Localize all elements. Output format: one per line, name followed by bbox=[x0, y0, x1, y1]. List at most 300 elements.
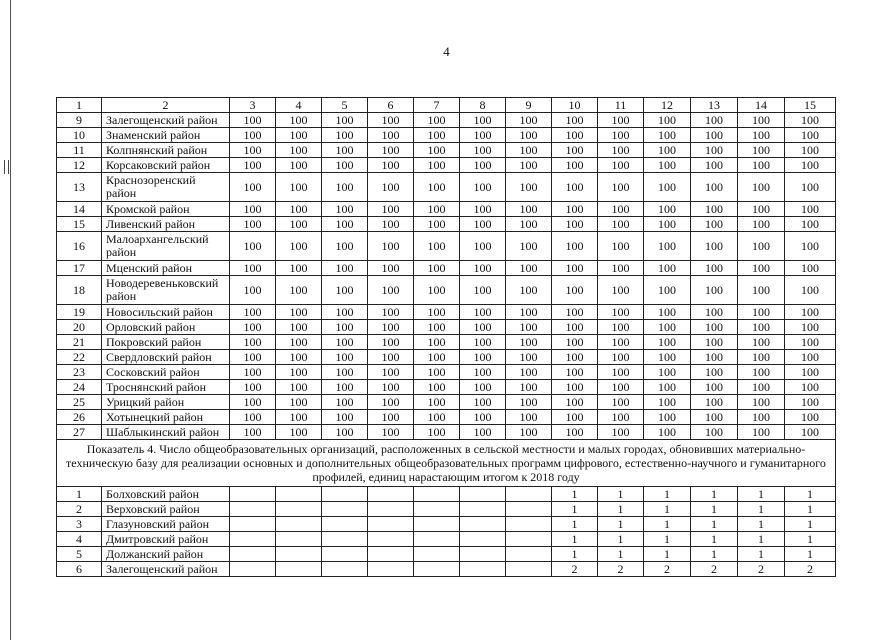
row-number: 24 bbox=[57, 380, 102, 395]
value-cell: 100 bbox=[414, 380, 460, 395]
row-number: 10 bbox=[57, 128, 102, 143]
value-cell: 100 bbox=[506, 173, 552, 202]
value-cell: 100 bbox=[598, 143, 644, 158]
row-number: 6 bbox=[57, 562, 102, 577]
value-cell: 1 bbox=[785, 547, 836, 562]
value-cell: 100 bbox=[276, 173, 322, 202]
value-cell: 100 bbox=[506, 350, 552, 365]
table-row bbox=[57, 173, 836, 202]
value-cell: 100 bbox=[322, 320, 368, 335]
column-number-header: 2 bbox=[102, 98, 230, 113]
value-cell: 100 bbox=[785, 261, 836, 276]
value-cell: 100 bbox=[691, 143, 738, 158]
value-cell: 100 bbox=[368, 320, 414, 335]
value-cell: 100 bbox=[598, 158, 644, 173]
value-cell: 100 bbox=[552, 232, 598, 261]
district-name: Свердловский район bbox=[102, 350, 230, 365]
value-cell: 100 bbox=[506, 335, 552, 350]
value-cell: 100 bbox=[738, 276, 785, 305]
value-cell: 100 bbox=[785, 395, 836, 410]
table-row bbox=[57, 113, 836, 128]
value-cell bbox=[276, 487, 322, 502]
value-cell: 1 bbox=[691, 547, 738, 562]
value-cell: 100 bbox=[785, 143, 836, 158]
value-cell: 100 bbox=[414, 232, 460, 261]
value-cell: 1 bbox=[644, 517, 691, 532]
value-cell: 100 bbox=[230, 202, 276, 217]
table-row bbox=[57, 217, 836, 232]
district-name: Новодеревеньковский район bbox=[102, 276, 230, 305]
value-cell: 100 bbox=[598, 410, 644, 425]
value-cell: 100 bbox=[276, 410, 322, 425]
table-row bbox=[57, 143, 836, 158]
data-table bbox=[56, 97, 836, 577]
table-row bbox=[57, 502, 836, 517]
value-cell: 100 bbox=[322, 276, 368, 305]
row-number: 20 bbox=[57, 320, 102, 335]
value-cell: 100 bbox=[460, 217, 506, 232]
value-cell bbox=[230, 562, 276, 577]
value-cell: 1 bbox=[598, 547, 644, 562]
table-row bbox=[57, 365, 836, 380]
value-cell: 100 bbox=[322, 395, 368, 410]
value-cell bbox=[368, 502, 414, 517]
value-cell: 2 bbox=[598, 562, 644, 577]
value-cell: 100 bbox=[738, 350, 785, 365]
value-cell: 100 bbox=[322, 232, 368, 261]
district-name: Залегощенский район bbox=[102, 113, 230, 128]
value-cell: 1 bbox=[738, 487, 785, 502]
value-cell: 100 bbox=[785, 365, 836, 380]
value-cell: 100 bbox=[785, 128, 836, 143]
row-number: 11 bbox=[57, 143, 102, 158]
value-cell: 100 bbox=[644, 261, 691, 276]
value-cell: 100 bbox=[738, 380, 785, 395]
value-cell: 100 bbox=[230, 335, 276, 350]
value-cell: 100 bbox=[230, 425, 276, 440]
value-cell: 100 bbox=[644, 217, 691, 232]
value-cell bbox=[230, 532, 276, 547]
value-cell: 100 bbox=[552, 113, 598, 128]
value-cell: 100 bbox=[414, 217, 460, 232]
value-cell: 100 bbox=[691, 113, 738, 128]
value-cell: 100 bbox=[644, 202, 691, 217]
value-cell: 100 bbox=[414, 305, 460, 320]
value-cell: 100 bbox=[506, 202, 552, 217]
value-cell: 100 bbox=[230, 395, 276, 410]
value-cell: 100 bbox=[691, 128, 738, 143]
value-cell bbox=[414, 502, 460, 517]
value-cell bbox=[506, 562, 552, 577]
value-cell: 100 bbox=[738, 425, 785, 440]
table-row bbox=[57, 547, 836, 562]
value-cell bbox=[414, 487, 460, 502]
value-cell: 100 bbox=[322, 335, 368, 350]
district-name: Глазуновский район bbox=[102, 517, 230, 532]
value-cell: 100 bbox=[552, 410, 598, 425]
district-name: Знаменский район bbox=[102, 128, 230, 143]
value-cell bbox=[414, 562, 460, 577]
value-cell: 1 bbox=[738, 547, 785, 562]
value-cell: 100 bbox=[414, 276, 460, 305]
value-cell: 100 bbox=[506, 232, 552, 261]
column-number-header: 1 bbox=[57, 98, 102, 113]
column-number-header: 7 bbox=[414, 98, 460, 113]
value-cell: 100 bbox=[644, 113, 691, 128]
value-cell: 100 bbox=[230, 261, 276, 276]
value-cell bbox=[230, 487, 276, 502]
value-cell: 100 bbox=[644, 305, 691, 320]
column-number-header: 5 bbox=[322, 98, 368, 113]
value-cell: 100 bbox=[368, 113, 414, 128]
value-cell bbox=[230, 502, 276, 517]
value-cell: 100 bbox=[785, 113, 836, 128]
value-cell bbox=[506, 487, 552, 502]
value-cell: 100 bbox=[460, 410, 506, 425]
value-cell: 100 bbox=[598, 395, 644, 410]
value-cell: 1 bbox=[785, 517, 836, 532]
value-cell: 100 bbox=[368, 261, 414, 276]
value-cell: 100 bbox=[552, 350, 598, 365]
value-cell: 100 bbox=[644, 350, 691, 365]
value-cell: 100 bbox=[276, 143, 322, 158]
value-cell bbox=[368, 547, 414, 562]
value-cell: 100 bbox=[598, 365, 644, 380]
value-cell: 100 bbox=[460, 202, 506, 217]
row-number: 12 bbox=[57, 158, 102, 173]
value-cell: 100 bbox=[460, 320, 506, 335]
value-cell: 100 bbox=[368, 395, 414, 410]
value-cell: 2 bbox=[785, 562, 836, 577]
value-cell bbox=[368, 532, 414, 547]
row-number: 4 bbox=[57, 532, 102, 547]
value-cell: 100 bbox=[691, 395, 738, 410]
value-cell: 100 bbox=[230, 365, 276, 380]
row-number: 14 bbox=[57, 202, 102, 217]
value-cell: 100 bbox=[552, 173, 598, 202]
value-cell: 100 bbox=[785, 425, 836, 440]
value-cell: 100 bbox=[506, 261, 552, 276]
value-cell: 100 bbox=[691, 305, 738, 320]
value-cell: 100 bbox=[506, 320, 552, 335]
row-number: 19 bbox=[57, 305, 102, 320]
row-number: 18 bbox=[57, 276, 102, 305]
row-number: 21 bbox=[57, 335, 102, 350]
value-cell: 100 bbox=[552, 380, 598, 395]
table-row bbox=[57, 276, 836, 305]
value-cell: 100 bbox=[414, 410, 460, 425]
value-cell: 100 bbox=[738, 365, 785, 380]
value-cell: 100 bbox=[230, 320, 276, 335]
value-cell: 100 bbox=[785, 158, 836, 173]
value-cell: 100 bbox=[785, 320, 836, 335]
table-row bbox=[57, 395, 836, 410]
value-cell: 1 bbox=[785, 487, 836, 502]
district-name: Колпнянский район bbox=[102, 143, 230, 158]
value-cell: 100 bbox=[738, 217, 785, 232]
value-cell: 100 bbox=[598, 276, 644, 305]
value-cell bbox=[460, 487, 506, 502]
value-cell: 1 bbox=[738, 532, 785, 547]
value-cell: 100 bbox=[276, 202, 322, 217]
value-cell: 100 bbox=[552, 395, 598, 410]
value-cell: 1 bbox=[644, 547, 691, 562]
table-row bbox=[57, 487, 836, 502]
column-number-header: 4 bbox=[276, 98, 322, 113]
value-cell: 2 bbox=[738, 562, 785, 577]
value-cell: 1 bbox=[598, 532, 644, 547]
value-cell: 100 bbox=[368, 410, 414, 425]
row-number: 15 bbox=[57, 217, 102, 232]
value-cell: 100 bbox=[598, 261, 644, 276]
value-cell: 100 bbox=[738, 232, 785, 261]
value-cell: 100 bbox=[644, 173, 691, 202]
district-name: Малоархангельский район bbox=[102, 232, 230, 261]
value-cell: 100 bbox=[691, 232, 738, 261]
table-row bbox=[57, 335, 836, 350]
column-number-header: 9 bbox=[506, 98, 552, 113]
value-cell: 100 bbox=[506, 380, 552, 395]
value-cell: 100 bbox=[598, 320, 644, 335]
value-cell bbox=[414, 517, 460, 532]
value-cell: 100 bbox=[230, 350, 276, 365]
value-cell: 100 bbox=[691, 202, 738, 217]
value-cell: 100 bbox=[691, 276, 738, 305]
value-cell: 100 bbox=[598, 335, 644, 350]
value-cell: 100 bbox=[552, 202, 598, 217]
value-cell: 100 bbox=[276, 350, 322, 365]
value-cell: 100 bbox=[276, 217, 322, 232]
value-cell: 100 bbox=[460, 305, 506, 320]
value-cell: 100 bbox=[785, 305, 836, 320]
value-cell: 100 bbox=[230, 232, 276, 261]
value-cell bbox=[506, 502, 552, 517]
value-cell: 100 bbox=[691, 350, 738, 365]
value-cell: 1 bbox=[598, 487, 644, 502]
value-cell: 100 bbox=[644, 410, 691, 425]
value-cell: 100 bbox=[506, 276, 552, 305]
value-cell: 100 bbox=[691, 217, 738, 232]
value-cell: 100 bbox=[691, 425, 738, 440]
value-cell: 100 bbox=[414, 365, 460, 380]
value-cell bbox=[276, 547, 322, 562]
value-cell: 100 bbox=[738, 320, 785, 335]
value-cell: 100 bbox=[368, 217, 414, 232]
value-cell: 100 bbox=[276, 320, 322, 335]
value-cell: 100 bbox=[552, 217, 598, 232]
value-cell: 100 bbox=[552, 305, 598, 320]
value-cell: 1 bbox=[691, 487, 738, 502]
value-cell: 100 bbox=[368, 365, 414, 380]
value-cell: 100 bbox=[414, 395, 460, 410]
value-cell bbox=[322, 502, 368, 517]
value-cell: 100 bbox=[506, 113, 552, 128]
value-cell bbox=[414, 547, 460, 562]
value-cell: 100 bbox=[414, 425, 460, 440]
value-cell: 100 bbox=[460, 158, 506, 173]
table-row bbox=[57, 202, 836, 217]
value-cell bbox=[506, 532, 552, 547]
value-cell: 100 bbox=[644, 425, 691, 440]
value-cell bbox=[322, 487, 368, 502]
value-cell: 100 bbox=[644, 365, 691, 380]
column-number-header: 13 bbox=[691, 98, 738, 113]
value-cell: 100 bbox=[368, 202, 414, 217]
value-cell: 1 bbox=[598, 502, 644, 517]
value-cell: 100 bbox=[552, 128, 598, 143]
value-cell: 100 bbox=[598, 350, 644, 365]
column-number-header: 14 bbox=[738, 98, 785, 113]
value-cell: 100 bbox=[644, 276, 691, 305]
value-cell: 100 bbox=[276, 261, 322, 276]
value-cell: 1 bbox=[552, 487, 598, 502]
value-cell: 100 bbox=[552, 261, 598, 276]
value-cell: 100 bbox=[691, 380, 738, 395]
district-name: Покровский район bbox=[102, 335, 230, 350]
table-row bbox=[57, 158, 836, 173]
district-name: Орловский район bbox=[102, 320, 230, 335]
value-cell: 100 bbox=[276, 128, 322, 143]
value-cell: 100 bbox=[552, 365, 598, 380]
header-row bbox=[57, 98, 836, 113]
value-cell bbox=[276, 532, 322, 547]
value-cell: 100 bbox=[460, 425, 506, 440]
value-cell: 100 bbox=[644, 232, 691, 261]
value-cell bbox=[276, 517, 322, 532]
value-cell: 100 bbox=[738, 410, 785, 425]
value-cell: 100 bbox=[460, 335, 506, 350]
value-cell: 100 bbox=[322, 410, 368, 425]
value-cell: 100 bbox=[322, 158, 368, 173]
value-cell: 1 bbox=[691, 502, 738, 517]
value-cell: 1 bbox=[785, 502, 836, 517]
row-number: 23 bbox=[57, 365, 102, 380]
row-number: 5 bbox=[57, 547, 102, 562]
value-cell: 100 bbox=[598, 173, 644, 202]
value-cell: 100 bbox=[506, 425, 552, 440]
value-cell: 100 bbox=[276, 113, 322, 128]
value-cell: 100 bbox=[414, 320, 460, 335]
table-row bbox=[57, 261, 836, 276]
value-cell: 100 bbox=[230, 276, 276, 305]
row-number: 26 bbox=[57, 410, 102, 425]
district-name: Должанский район bbox=[102, 547, 230, 562]
value-cell: 100 bbox=[785, 232, 836, 261]
value-cell: 100 bbox=[552, 320, 598, 335]
value-cell: 100 bbox=[460, 395, 506, 410]
value-cell: 100 bbox=[785, 350, 836, 365]
row-number: 3 bbox=[57, 517, 102, 532]
value-cell: 100 bbox=[460, 128, 506, 143]
value-cell bbox=[276, 502, 322, 517]
value-cell: 100 bbox=[598, 217, 644, 232]
value-cell: 100 bbox=[230, 128, 276, 143]
table-row bbox=[57, 380, 836, 395]
value-cell: 100 bbox=[506, 128, 552, 143]
district-name: Краснозоренский район bbox=[102, 173, 230, 202]
value-cell: 1 bbox=[738, 517, 785, 532]
table-row bbox=[57, 320, 836, 335]
value-cell bbox=[506, 547, 552, 562]
value-cell: 100 bbox=[460, 350, 506, 365]
value-cell: 100 bbox=[691, 320, 738, 335]
value-cell: 100 bbox=[276, 380, 322, 395]
value-cell bbox=[460, 547, 506, 562]
value-cell: 100 bbox=[322, 425, 368, 440]
scan-artifact bbox=[4, 160, 9, 174]
value-cell: 100 bbox=[691, 335, 738, 350]
row-number: 9 bbox=[57, 113, 102, 128]
value-cell: 100 bbox=[414, 335, 460, 350]
row-number: 1 bbox=[57, 487, 102, 502]
district-name: Хотынецкий район bbox=[102, 410, 230, 425]
value-cell: 1 bbox=[552, 532, 598, 547]
value-cell: 100 bbox=[691, 410, 738, 425]
value-cell bbox=[460, 562, 506, 577]
value-cell: 100 bbox=[230, 113, 276, 128]
value-cell: 100 bbox=[644, 320, 691, 335]
value-cell: 100 bbox=[738, 143, 785, 158]
value-cell: 100 bbox=[738, 113, 785, 128]
value-cell: 100 bbox=[322, 261, 368, 276]
section-row bbox=[57, 440, 836, 487]
value-cell: 100 bbox=[230, 380, 276, 395]
table-body bbox=[57, 98, 836, 577]
value-cell: 100 bbox=[598, 380, 644, 395]
value-cell bbox=[322, 532, 368, 547]
value-cell: 100 bbox=[276, 232, 322, 261]
value-cell: 100 bbox=[738, 158, 785, 173]
value-cell: 100 bbox=[785, 410, 836, 425]
row-number: 13 bbox=[57, 173, 102, 202]
value-cell bbox=[506, 517, 552, 532]
value-cell: 100 bbox=[460, 365, 506, 380]
value-cell bbox=[322, 562, 368, 577]
value-cell: 100 bbox=[368, 305, 414, 320]
value-cell bbox=[230, 547, 276, 562]
value-cell: 100 bbox=[738, 202, 785, 217]
value-cell bbox=[276, 562, 322, 577]
value-cell: 100 bbox=[506, 158, 552, 173]
value-cell: 100 bbox=[276, 365, 322, 380]
value-cell: 100 bbox=[230, 305, 276, 320]
value-cell: 100 bbox=[368, 335, 414, 350]
value-cell: 100 bbox=[552, 158, 598, 173]
value-cell: 100 bbox=[738, 261, 785, 276]
value-cell: 100 bbox=[738, 395, 785, 410]
value-cell: 100 bbox=[785, 173, 836, 202]
row-number: 16 bbox=[57, 232, 102, 261]
value-cell: 100 bbox=[460, 380, 506, 395]
value-cell: 100 bbox=[460, 232, 506, 261]
value-cell: 100 bbox=[322, 380, 368, 395]
value-cell: 100 bbox=[322, 173, 368, 202]
value-cell: 1 bbox=[644, 487, 691, 502]
value-cell: 100 bbox=[598, 113, 644, 128]
value-cell: 2 bbox=[691, 562, 738, 577]
value-cell: 100 bbox=[598, 425, 644, 440]
column-number-header: 12 bbox=[644, 98, 691, 113]
table-row bbox=[57, 562, 836, 577]
page-edge-line bbox=[10, 0, 11, 640]
value-cell: 100 bbox=[598, 128, 644, 143]
district-name: Новосильский район bbox=[102, 305, 230, 320]
value-cell: 1 bbox=[598, 517, 644, 532]
value-cell: 100 bbox=[738, 128, 785, 143]
table-row bbox=[57, 410, 836, 425]
value-cell: 100 bbox=[460, 143, 506, 158]
district-name: Дмитровский район bbox=[102, 532, 230, 547]
